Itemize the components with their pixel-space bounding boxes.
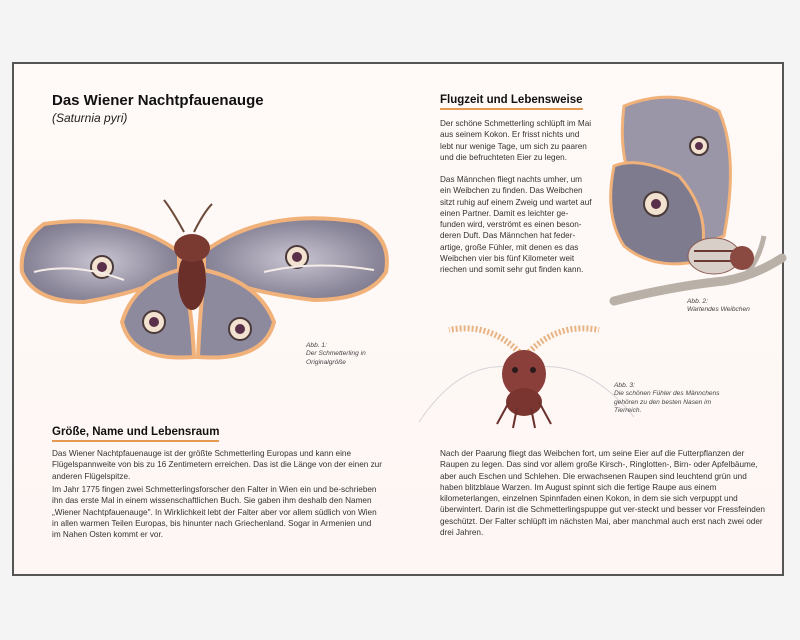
abb2-label: Abb. 2:: [687, 298, 708, 305]
abb2-text: Wartendes Weibchen: [687, 306, 750, 314]
figure-caption-abb2: [687, 298, 777, 315]
moth-illustration-male: [409, 312, 639, 432]
moth-illustration-spread: [14, 152, 394, 362]
flugzeit-paragraph-2: Das Männchen fliegt nachts umher, um ein Weibchen zu finden. Das Weibchen sitzt ruhig auf einem Zweig und wartet auf einen Partner. Damit es leichter ge-funden wird, verströmt es einen beson-deren Duft. Das Männchen hat feder-artige, große Fühler, mit denen es das Weibchen vier bis fünf Kilometer weit riechen und somit sehr gut finden kann.: [440, 175, 592, 275]
section-heading-groesse: Größe, Name und Lebensraum: [52, 426, 219, 442]
abb1-label: Abb. 1:: [306, 342, 327, 349]
abb1-text: Der Schmetterling in Originalgröße: [306, 350, 366, 366]
abb3-text: Die schönen Fühler des Männchens gehören zu den besten Nasen im Tierreich.: [614, 390, 720, 415]
paarung-paragraph: Nach der Paarung fliegt das Weibchen fort, um seine Eier auf die Futterpflanzen der Raupen zu legen. Das sind vor allem große Kirsch-, Ringlotten-, Birn- oder Apfelbäume, aber auch Eschen und Schlehen. Die erwachsenen Raupen sind leuchtend grün und haben blitzblaue Warzen. Im August spinnt sich die fertige Raupe aus einem kilometerlangen, einzelnen Spinnfaden einen Kokon, in dem sie sich verpuppt und überwintert. Darin ist die Schmetterlingspuppe gut ver-steckt und besser vor Fressfeinden geschützt. Der Falter schlüpft im nächsten Mai, aber manchmal auch erst nach zwei oder drei Jahren.: [440, 449, 765, 538]
page-title: Das Wiener Nachtpfauenauge: [52, 92, 264, 109]
figure-caption-abb1: [306, 342, 386, 367]
book-spread: [12, 62, 784, 576]
groesse-paragraph-1: Das Wiener Nachtpfauenauge ist der größte Schmetterling Europas und kann eine Flügelspannweite von bis zu 16 Zentimetern erreichen. Das ist die Länge von der einen zur anderen Flügelspitze.: [52, 449, 382, 481]
page-subtitle: (Saturnia pyri): [52, 111, 128, 125]
groesse-paragraph-2: Im Jahr 1775 fingen zwei Schmetterlingsforscher den Falter in Wien ein und be-schrieben ihn das erste Mal in einem wissenschaftlichen Buch. Sie gaben ihm deshalb den Namen „Wiener Nachtpfauenauge". In Wirklichkeit lebt der Falter aber vor allem südlich von Wien in allen warmen Teilen Europas, bis hinunter nach Griechenland. Sogar in Armenien und im Nahen Osten kommt er vor.: [52, 485, 377, 540]
moth-illustration-female: [594, 86, 784, 316]
figure-caption-abb3: [614, 382, 724, 416]
abb3-label: Abb. 3:: [614, 382, 635, 389]
flugzeit-paragraph-1: Der schöne Schmetterling schlüpft im Mai aus seinem Kokon. Er frisst nichts und lebt nur wenige Tage, um sich zu paaren und die befruchteten Eier zu legen.: [440, 119, 592, 162]
section-heading-flugzeit: Flugzeit und Lebensweise: [440, 94, 583, 110]
